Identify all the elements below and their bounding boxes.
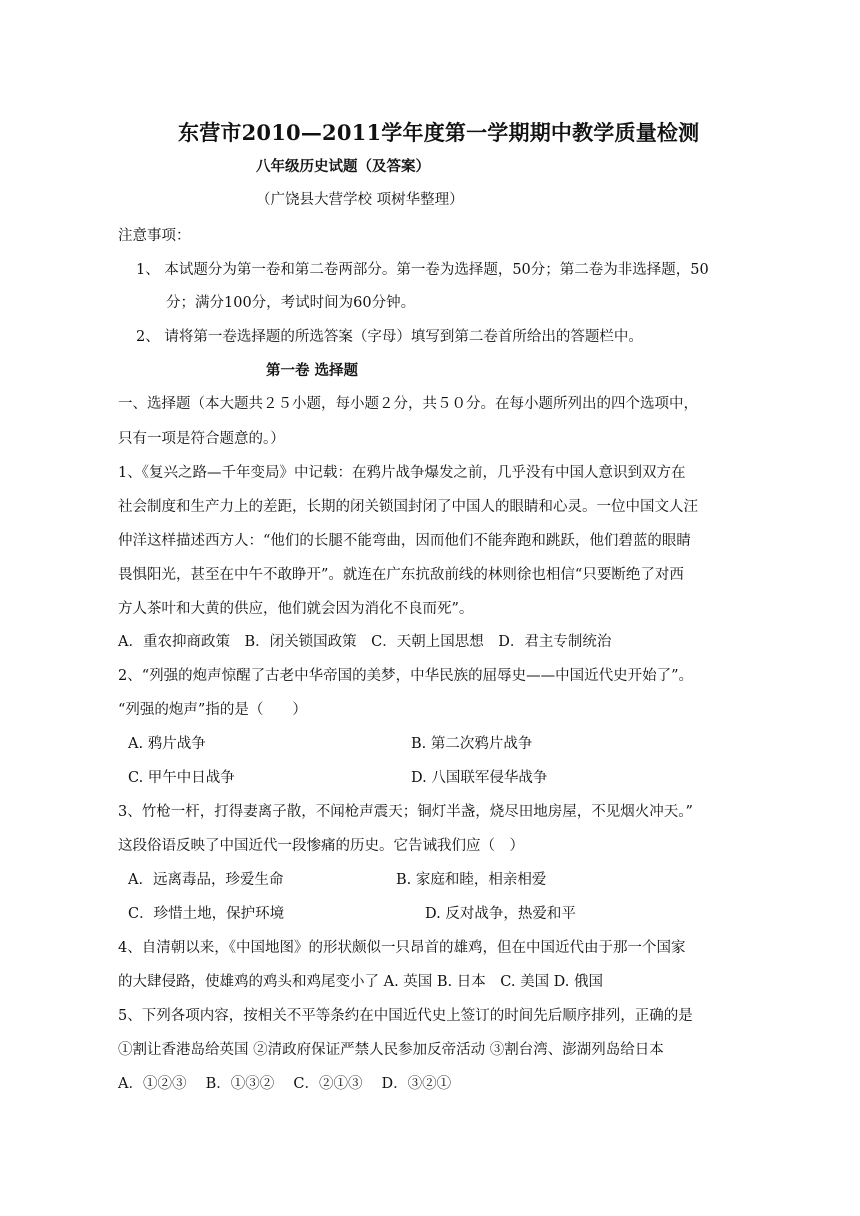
question-2-option-b: B. 第二次鸦片战争 <box>411 736 533 752</box>
question-1-line: 1、《复兴之路—千年变局》中记载：在鸦片战争爆发之前，几乎没有中国人意识到双方在 <box>118 465 686 481</box>
question-3-line: 这段俗语反映了中国近代一段惨痛的历史。它告诫我们应（ ） <box>118 838 524 854</box>
notice-item-1: 1、 本试题分为第一卷和第二卷两部分。第一卷为选择题，50分；第二卷为非选择题，50 <box>136 262 709 278</box>
notice-heading: 注意事项： <box>118 228 191 244</box>
question-5-line: 5、下列各项内容，按相关不平等条约在中国近代史上签订的时间先后顺序排列，正确的是 <box>118 1008 693 1024</box>
question-3-line: 3、竹枪一杆，打得妻离子散，不闻枪声震天；铜灯半盏，烧尽田地房屋，不见烟火冲天。” <box>118 804 693 820</box>
question-1-line: 畏惧阳光，甚至在中午不敢睁开”。就连在广东抗敌前线的林则徐也相信“只要断绝了对西 <box>118 567 684 583</box>
question-3-option-b: B. 家庭和睦，相亲相爱 <box>396 872 547 888</box>
question-2-line: 2、“列强的炮声惊醒了古老中华帝国的美梦，中华民族的屈辱史——中国近代史开始了”。 <box>118 668 694 684</box>
question-5-options: A．①②③ B．①③② C．②①③ D．③②① <box>118 1076 452 1092</box>
instructions-cont: 只有一项是符合题意的。） <box>118 431 285 447</box>
question-3-option-a: A．远离毒品，珍爱生命 <box>128 872 284 888</box>
question-2-option-c: C. 甲午中日战争 <box>128 770 235 786</box>
notice-item-2: 2、 请将第一卷选择题的所选答案（字母）填写到第二卷首所给出的答题栏中。 <box>136 329 643 345</box>
question-3-option-c: C．珍惜土地，保护环境 <box>128 906 285 922</box>
exam-subtitle: 八年级历史试题（及答案） <box>256 158 430 175</box>
exam-title: 东营市2010—2011学年度第一学期期中教学质量检测 <box>178 120 700 145</box>
question-1-line: 仲洋这样描述西方人：“他们的长腿不能弯曲，因而他们不能奔跑和跳跃，他们碧蓝的眼睛 <box>118 533 691 549</box>
question-2-line: “列强的炮声”指的是（ ） <box>118 702 307 718</box>
question-5-line: ①割让香港岛给英国 ②清政府保证严禁人民参加反帝活动 ③割台湾、澎湖列岛给日本 <box>118 1042 664 1058</box>
question-2-option-d: D. 八国联军侵华战争 <box>411 770 548 786</box>
notice-item-1-cont: 分；满分100分，考试时间为60分钟。 <box>166 295 416 311</box>
question-4-line: 的大肆侵路，使雄鸡的鸡头和鸡尾变小了 A. 英国 B. 日本 C. 美国 D. 俄国 <box>118 974 604 990</box>
question-4-line: 4、自清朝以来，《中国地图》的形状颇似一只昂首的雄鸡，但在中国近代由于那一个国家 <box>118 940 686 956</box>
question-2-option-a: A. 鸦片战争 <box>128 736 206 752</box>
question-3-option-d: D. 反对战争，热爱和平 <box>425 906 576 922</box>
section-title: 第一卷 选择题 <box>266 362 359 379</box>
compiler-note: （广饶县大营学校 项树华整理） <box>256 192 464 208</box>
instructions: 一、选择题（本大题共２５小题，每小题２分，共５０分。在每小题所列出的四个选项中， <box>118 396 698 412</box>
question-1-line: 方人茶叶和大黄的供应，他们就会因为消化不良而死”。 <box>118 601 474 617</box>
question-1-line: 社会制度和生产力上的差距，长期的闭关锁国封闭了中国人的眼睛和心灵。一位中国文人汪 <box>118 499 698 515</box>
question-1-options: A．重农抑商政策 B．闭关锁国政策 C．天朝上国思想 D．君主专制统治 <box>118 634 612 650</box>
